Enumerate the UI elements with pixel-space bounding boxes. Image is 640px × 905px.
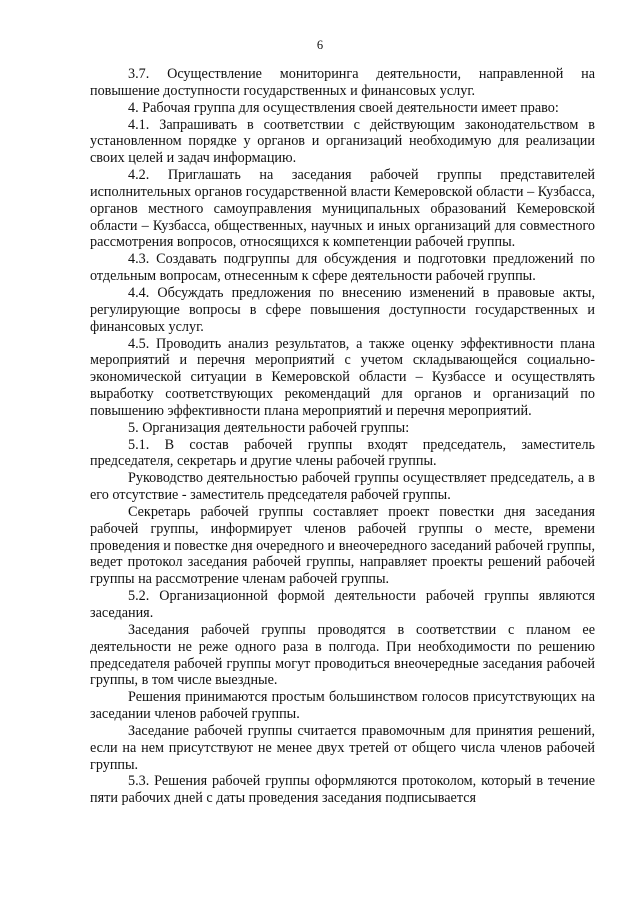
paragraph-4-3: 4.3. Создавать подгруппы для обсуждения и подготовки предложений по отдельным вопросам, отнесенным к сфере деятельности рабочей группы. [90,251,595,285]
paragraph-5-3: 5.3. Решения рабочей группы оформляются протоколом, который в течение пяти рабочих дней с даты проведения заседания подписывается [90,773,595,807]
paragraph-5: 5. Организация деятельности рабочей группы: [128,419,410,436]
paragraph-4-4: 4.4. Обсуждать предложения по внесению изменений в правовые акты, регулирующие вопросы в сфере повышения доступности государственных и финансовых услуг. [90,284,595,335]
paragraph-chair-leadership: Руководство деятельностью рабочей группы осуществляет председатель, а в его отсутствие - заместитель председателя рабочей группы. [90,470,595,504]
paragraph-meeting-schedule: Заседания рабочей группы проводятся в соответствии с планом ее деятельности не реже одного раза в полгода. При необходимости по решению председателя рабочей группы могут проводиться внеочередные заседания рабочей группы, в том числе выездные. [90,621,595,689]
document-body [90,66,595,807]
paragraph-4: 4. Рабочая группа для осуществления своей деятельности имеет право: [128,99,559,116]
paragraph-5-2: 5.2. Организационной формой деятельности рабочей группы являются заседания. [90,588,595,621]
paragraph-5-1: 5.1. В состав рабочей группы входят председатель, заместитель председателя, секретарь и другие члены рабочей группы. [90,436,595,470]
paragraph-decisions-majority: Решения принимаются простым большинством голосов присутствующих на заседании членов рабочей группы. [90,689,595,723]
paragraph-3-7: 3.7. Осуществление мониторинга деятельности, направленной на повышение доступности государственных и финансовых услуг. [90,66,595,99]
paragraph-4-2: 4.2. Приглашать на заседания рабочей группы представителей исполнительных органов государственной власти Кемеровской области – Кузбасса, органов местного самоуправления муниципальных образований Кемеровской области – Кузбасса, общественных, научных и иных организаций для совместного рассмотрения вопросов, относящихся к компетенции рабочей группы. [90,167,595,251]
paragraph-quorum: Заседание рабочей группы считается правомочным для принятия решений, если на нем присутствуют не менее двух третей от общего числа членов рабочей группы. [90,722,595,773]
paragraph-secretary-duties: Секретарь рабочей группы составляет проект повестки дня заседания рабочей группы, информирует членов рабочей группы о месте, времени проведения и повестке дня очередного и внеочередного заседаний рабочей группы, ведет протокол заседания рабочей группы, направляет проекты решений рабочей группы на рассмотрение членам рабочей группы. [90,503,595,588]
page-number: 6 [316,38,324,52]
paragraph-4-1: 4.1. Запрашивать в соответствии с действующим законодательством в установленном порядке у органов и организаций необходимую для реализации своих целей и задач информацию. [90,116,595,167]
paragraph-4-5: 4.5. Проводить анализ результатов, а также оценку эффективности плана мероприятий и перечня мероприятий с учетом складывающейся социально-экономической ситуации в Кемеровской области – Кузбассе и осуществлять выработку соответствующих рекомендаций для органов и организаций по повышению эффективности плана мероприятий и перечня мероприятий. [90,335,595,419]
